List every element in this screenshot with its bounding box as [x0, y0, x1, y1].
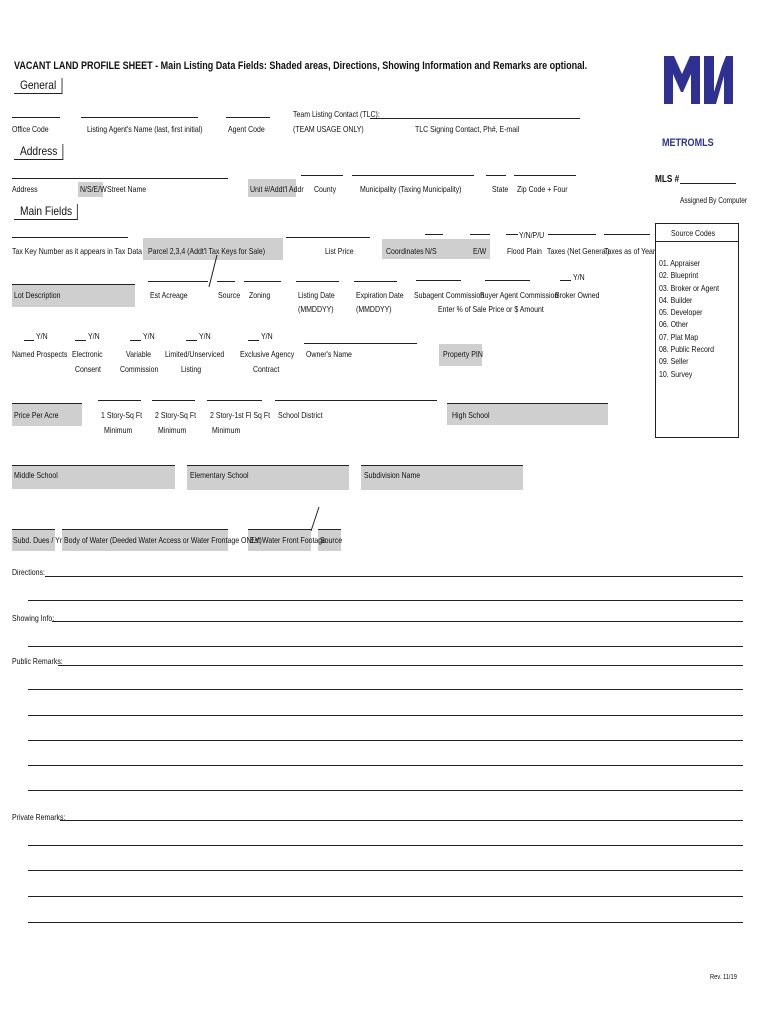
exclusive-label: Exclusive Agency [240, 349, 295, 359]
s1-label: 1 Story-Sq Ft [101, 410, 143, 420]
frontage-label: Est Water Front Footage [250, 535, 327, 545]
directions-label: Directions: [12, 567, 45, 577]
dues-label: Subd. Dues / Yr [13, 535, 63, 545]
agent-name-label: Listing Agent's Name (last, first initial) [87, 124, 203, 134]
mls-label: MLS # [655, 174, 680, 185]
pin-label: Property PIN [443, 349, 483, 359]
metromls-logo [660, 52, 735, 122]
assigned-note: Assigned By Computer [680, 196, 748, 205]
owner-label: Owner's Name [306, 349, 352, 359]
exp-fmt: (MMDDYY) [356, 304, 392, 314]
s2-min: Minimum [158, 425, 187, 435]
source-code-item: 05. Developer [659, 307, 703, 318]
limited-label: Limited/Unserviced [165, 349, 225, 359]
ynpu-label: Y/N/P/U [519, 230, 545, 240]
source-code-item: 10. Survey [659, 368, 693, 379]
section-general: General [14, 78, 62, 94]
logo-text: METROMLS [662, 137, 714, 149]
ns-label: N/S [425, 246, 437, 256]
source-code-item: 07. Plat Map [659, 331, 699, 342]
source-code-item: 08. Public Record [659, 344, 715, 355]
zoning-label: Zoning [249, 290, 271, 300]
broker-yn: Y/N [573, 272, 585, 282]
source-codes-box [655, 223, 739, 438]
water-label: Body of Water (Deeded Water Access or Water Frontage ONLY) [64, 535, 262, 545]
tlc-note: (TEAM USAGE ONLY) [293, 124, 364, 134]
source-code-item: 02. Blueprint [659, 270, 699, 281]
address-label: Address [12, 184, 38, 194]
s2-label: 2 Story-Sq Ft [155, 410, 197, 420]
listing-date-label: Listing Date [298, 290, 335, 300]
source-label: Source [218, 290, 241, 300]
flood-label: Flood Plain [507, 246, 542, 256]
private-remarks-label: Private Remarks: [12, 812, 66, 822]
section-address: Address [14, 144, 63, 160]
list-price-label: List Price [325, 246, 354, 256]
revision-label: Rev. 11/19 [710, 974, 737, 981]
pct-note: Enter % of Sale Price or $ Amount [438, 304, 544, 314]
subagent-label: Subagent Commission [414, 290, 485, 300]
yn-exclusive: Y/N [261, 331, 273, 341]
source-codes-header: Source Codes [671, 228, 716, 238]
source-code-item: 09. Seller [659, 356, 689, 367]
middle-label: Middle School [14, 470, 58, 480]
municipality-label: Municipality (Taxing Municipality) [360, 184, 462, 194]
source-code-item: 01. Appraiser [659, 258, 701, 268]
price-acre-label: Price Per Acre [14, 410, 59, 420]
slash-mark-2 [308, 506, 322, 532]
coordinates-label: Coordinates [386, 246, 424, 256]
consent-label: Consent [75, 364, 101, 374]
high-label: High School [452, 410, 490, 420]
commission-label: Commission [120, 364, 159, 374]
zip-label: Zip Code + Four [517, 184, 568, 194]
taxes-year-label: Taxes as of Year [604, 246, 656, 256]
yn-named: Y/N [36, 331, 48, 341]
yn-variable: Y/N [143, 331, 155, 341]
tlc-label: Team Listing Contact (TLC): [293, 109, 380, 119]
subdivision-label: Subdivision Name [364, 470, 421, 480]
slash-mark [205, 254, 221, 288]
listing-label: Listing [181, 364, 202, 374]
agent-code-label: Agent Code [228, 124, 265, 134]
s3-label: 2 Story-1st Fl Sq Ft [210, 410, 271, 420]
state-label: State [492, 184, 509, 194]
office-code-label: Office Code [12, 124, 49, 134]
tlc-contact-label: TLC Signing Contact, Ph#, E-mail [415, 124, 520, 134]
street-label: Street Name [107, 184, 147, 194]
county-label: County [314, 184, 337, 194]
broker-owned-label: Broker Owned [555, 290, 600, 300]
taxes-label: Taxes (Net General) [547, 246, 610, 256]
section-main: Main Fields [14, 204, 78, 220]
variable-label: Variable [126, 349, 152, 359]
electronic-label: Electronic [72, 349, 103, 359]
public-remarks-label: Public Remarks: [12, 656, 63, 666]
form-title: VACANT LAND PROFILE SHEET - Main Listing Data Fields: Shaded areas, Directions, Showing Information and Remarks are optional. [14, 60, 588, 72]
exp-date-label: Expiration Date [356, 290, 404, 300]
lot-label: Lot Description [14, 290, 61, 300]
parcel-label: Parcel 2,3,4 (Addt'l Tax Keys for Sale) [148, 246, 266, 256]
ew-label: E/W [473, 246, 487, 256]
listing-fmt: (MMDDYY) [298, 304, 334, 314]
elementary-label: Elementary School [190, 470, 249, 480]
nsew-label: N/S/E/W [80, 184, 107, 194]
district-label: School District [278, 410, 323, 420]
frontage-source-label: Source [320, 535, 343, 545]
buyer-label: Buyer Agent Commission [480, 290, 559, 300]
s3-min: Minimum [212, 425, 241, 435]
taxkey-label: Tax Key Number as it appears in Tax Data [12, 246, 143, 256]
s1-min: Minimum [104, 425, 133, 435]
yn-limited: Y/N [199, 331, 211, 341]
unit-label: Unit #/Addt'l Addr [250, 184, 304, 194]
contract-label: Contract [253, 364, 280, 374]
showing-label: Showing Info: [12, 613, 55, 623]
source-code-item: 03. Broker or Agent [659, 282, 720, 293]
source-code-item: 04. Builder [659, 294, 693, 305]
yn-electronic: Y/N [88, 331, 100, 341]
named-label: Named Prospects [12, 349, 68, 359]
source-code-item: 06. Other [659, 319, 689, 330]
acreage-label: Est Acreage [150, 290, 188, 300]
